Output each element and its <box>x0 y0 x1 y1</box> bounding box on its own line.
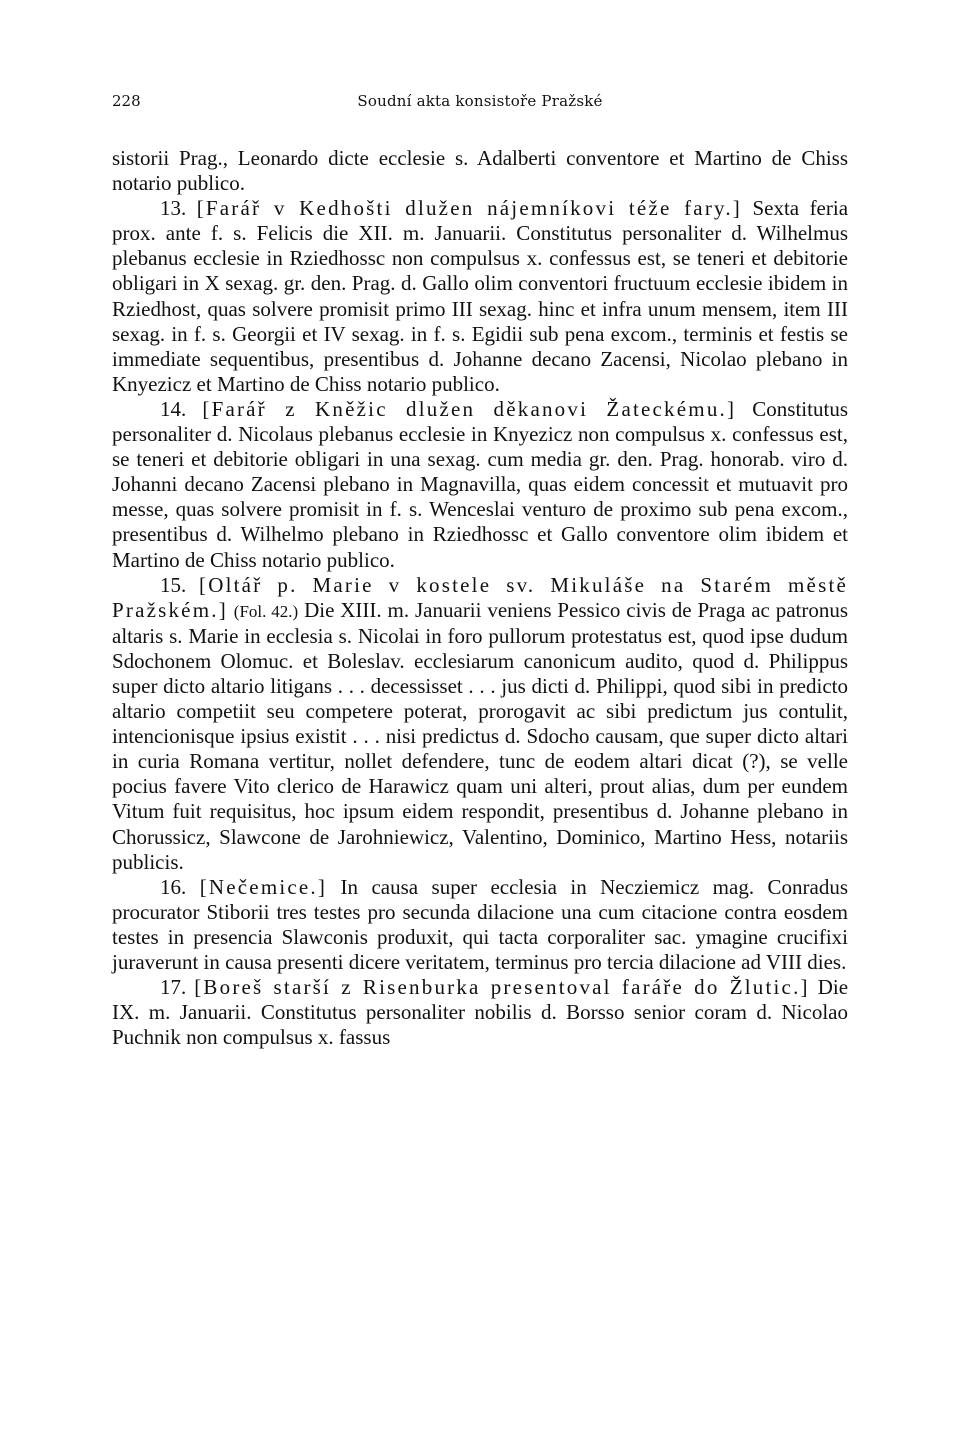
entry-number: 16. <box>160 874 187 899</box>
entry-number: 17. <box>160 975 187 1000</box>
entry-number: 15. <box>160 572 187 597</box>
entry-heading: [Farář v Kedhošti dlužen nájemníkovi téže fary.] <box>196 196 743 221</box>
entry-13 <box>112 196 848 397</box>
entry-number: 14. <box>160 396 187 421</box>
body-text <box>112 146 848 1050</box>
paragraph-text: sistorii Prag., Leonardo dicte ecclesie s. Adalberti conventore et Martino de Chiss notario publico. <box>112 146 848 196</box>
document-page <box>112 92 848 1050</box>
entry-heading: [Oltář p. Marie v kostele sv. Mikuláše na Starém městě Pražském.] <box>112 572 848 622</box>
entry-text: Die IX. m. Januarii. Constitutus personaliter nobilis d. Borsso senior coram d. Nicolao Puchnik non compulsus x. fassus <box>112 975 849 1050</box>
running-head <box>112 92 848 122</box>
folio-reference: (Fol. 42.) <box>233 601 299 621</box>
entry-16 <box>112 875 848 975</box>
paragraph-continuation <box>112 146 848 196</box>
entry-heading: [Nečemice.] <box>199 874 328 899</box>
entry-number: 13. <box>160 196 187 221</box>
entry-text: In causa super ecclesia in Necziemicz mag. Conradus procurator Stiborii tres testes pro secunda dilacione una cum citacione contra eosdem testes in presencia Slawconis produxit, qui tacta corporaliter sac. ymagine crucifixi juraverunt in causa presenti dicere veritatem, terminus pro tercia dilacione ad VIII dies. <box>112 874 849 974</box>
entry-14 <box>112 397 848 573</box>
entry-text: Sexta feria prox. ante f. s. Felicis die XII. m. Januarii. Constitutus personaliter d. Wilhelmus plebanus ecclesie in Rziedhossc non compulsus x. confessus est, se teneri et debitorie obligari in X sexag. gr. den. Prag. d. Gallo olim conventori fructuum ecclesie ibidem in Rziedhost, quas solvere promisit primo III sexag. hinc et infra unum mensem, item III sexag. in f. s. Georgii et IV sexag. in f. s. Egidii sub pena excom., terminis et festis se immediate sequentibus, presentibus d. Johanne decano Zacensi, Nicolao plebano in Knyezicz et Martino de Chiss notario publico. <box>112 196 849 396</box>
page-number: 228 <box>112 92 141 110</box>
entry-heading: [Farář z Kněžic dlužen děkanovi Žateckému.] <box>202 396 737 421</box>
entry-15 <box>112 573 848 875</box>
entry-text: Constitutus personaliter d. Nicolaus plebanus ecclesie in Knyezicz non compulsus x. confessus est, se teneri et debitorie obligari in una sexag. cum media gr. den. Prag. honorab. viro d. Johanni decano Zacensi plebano in Magnavilla, quas eidem concessit et mutuavit pro messe, quas solvere promisit in f. s. Wenceslai venturo de proximo sub pena excom., presentibus d. Wilhelmo plebano in Rziedhossc et Gallo conventore olim ibidem et Martino de Chiss notario publico. <box>112 396 848 572</box>
entry-17 <box>112 975 848 1050</box>
running-title: Soudní akta konsistoře Pražské <box>357 92 603 110</box>
entry-heading: [Boreš starší z Risenburka presentoval faráře do Žlutic.] <box>194 975 810 1000</box>
entry-text: Die XIII. m. Januarii veniens Pessico civis de Praga ac patronus altaris s. Marie in ecclesia s. Nicolai in foro pullorum protestatus est, quod ipse dudum Sdochonem Olomuc. et Boleslav. ecclesiarum canonicum audito, quod d. Philippus super dicto altario litigans . . . decessisset . . . jus dicti d. Philippi, quod sibi in predicto altario competiit seu competere poterat, prorogavit ac sibi predictum jus contulit, intencionisque ipsius existit . . . nisi predictus d. Sdocho causam, que super dicto altari in curia Romana vertitur, nollet defendere, tunc de eodem altari dicat (?), se velle pocius favere Vito clerico de Harawicz quam uni alteri, prout alias, dum per eundem Vitum fuit requisitus, hoc ipsum eidem respondit, presentibus d. Johanne plebano in Chorussicz, Slawcone de Jarohniewicz, Valentino, Dominico, Martino Hess, notariis publicis. <box>112 597 849 874</box>
